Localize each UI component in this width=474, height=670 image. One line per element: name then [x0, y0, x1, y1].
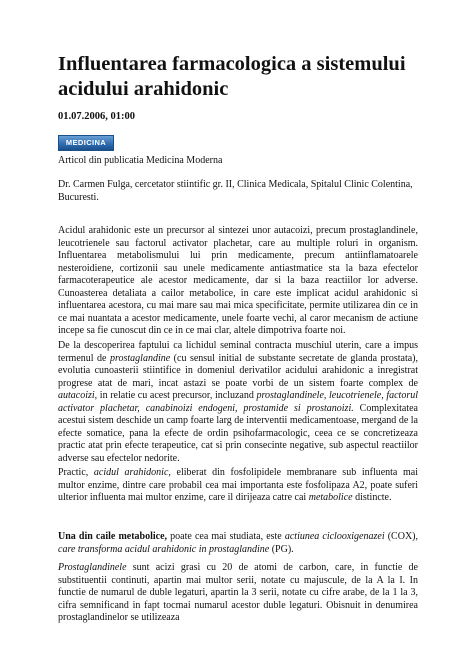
paragraph-prostaglandine: [58, 562, 418, 625]
text-run: (cu sensul initial de substante secretate de glanda prostata), evolutia cunoasterii stiintifice in domeniul derivatilor acidului arahidonic a inregistrat progrese atat de mari, incat astazi se poate vorbi de un sistem foarte complex de: [58, 352, 418, 389]
text-run: prostaglandinele, leucotrienele, factorul activator plachetar, canabinoizi endogeni, prostamide si prostanoizi.: [58, 390, 419, 414]
paragraph-cox: [58, 531, 418, 556]
text-run: , in relatie cu acest precursor, incluzand: [94, 390, 257, 401]
article-title: Influentarea farmacologica a sistemului acidului arahidonic: [58, 53, 406, 100]
text-run: acidul arahidonic: [93, 467, 169, 478]
text-run: autacoizi: [58, 390, 95, 401]
paragraph-practic: [58, 467, 418, 505]
text-run: actiunea ciclooxigenazei: [284, 531, 385, 542]
text-run: De la descoperirea faptului ca lichidul seminal contracta muschiul uterin, care a impus termenul de: [58, 340, 418, 364]
publish-date: 01.07.2006, 01:00: [58, 111, 135, 122]
medicina-moderna-logo: MEDICINA: [58, 135, 114, 151]
text-run: Una din caile metabolice,: [58, 531, 168, 542]
text-run: prostaglandine: [109, 352, 171, 364]
text-run: metabolice: [308, 492, 353, 503]
source-line: Articol din publicatia Medicina Moderna: [58, 155, 223, 166]
text-run: poate cea mai studiata, este: [167, 531, 285, 542]
text-run: (PG).: [269, 543, 294, 555]
text-run: Complexitatea acestui sistem deschide un camp foarte larg de interventii medicamentoase, mergand de la efecte somatice, pana la efecte de ordin psihofarmacologic, ceea ce se concretizeaza practic atat prin efecte terapeutice, cat si prin consecinte negative, sub aspectul reactiilor adverse sau efectelor nedorite.: [58, 402, 418, 464]
text-run: Practic,: [58, 467, 94, 478]
text-run: , eliberat din fosfolipidele membranare sub influenta mai multor enzime, dintre care probabil cea mai importanta este fosfolipaza A2, poate suferi ulterior influenta mai multor enzime, care il dirijeaza catre cai: [58, 467, 418, 503]
text-run: Prostaglandinele: [58, 562, 127, 573]
text-run: care transforma acidul arahidonic in prostaglandine: [58, 543, 270, 555]
text-run: sunt acizi grasi cu 20 de atomi de carbon, care, in functie de substituentii continuti, apartin mai multor serii, notate cu majuscule, de la A la I. In functie de numarul de duble legaturi, apartin la 3 serii, notate cu cifre arabe, de la 1 la 3, cifra semnificand in fapt tocmai numarul acestor duble legaturi. Obisnuit in denumirea prostaglandinelor se utilizeaza: [58, 562, 418, 623]
author-line: Dr. Carmen Fulga, cercetator stiintific gr. II, Clinica Medicala, Spitalul Clinic Colentina, Bucuresti.: [58, 179, 413, 203]
paragraph-history: [58, 340, 418, 465]
text-run: distincte.: [352, 492, 392, 503]
paragraph-intro: Acidul arahidonic este un precursor al sintezei unor autacoizi, precum prostaglandinele, leucotrienele sau factorul activator plachetar, care au multiple roluri in organism. Influentarea metabolismului lui prin medicamente, precum antiinflamatoarele nesteroidiene, cortizonii sau unele medicamente antiastmatice sta la baza efectelor farmacoterapeutice ale acestor medicamente, dar si la baza reactiilor lor adverse. Cunoasterea detaliata a cailor metabolice, in care este implicat acidul arahidonic si influentarea acestora, cu mai mare sau mai mica specificitate, permite utilizarea din ce in ce mai nuantata a acestor medicamente, unele foarte vechi, al caror mecanism de actiune incepe sa fie cunoscut din ce in ce mai clar, altele dimpotriva foarte noi.: [58, 225, 418, 336]
text-run: (COX),: [384, 531, 418, 542]
